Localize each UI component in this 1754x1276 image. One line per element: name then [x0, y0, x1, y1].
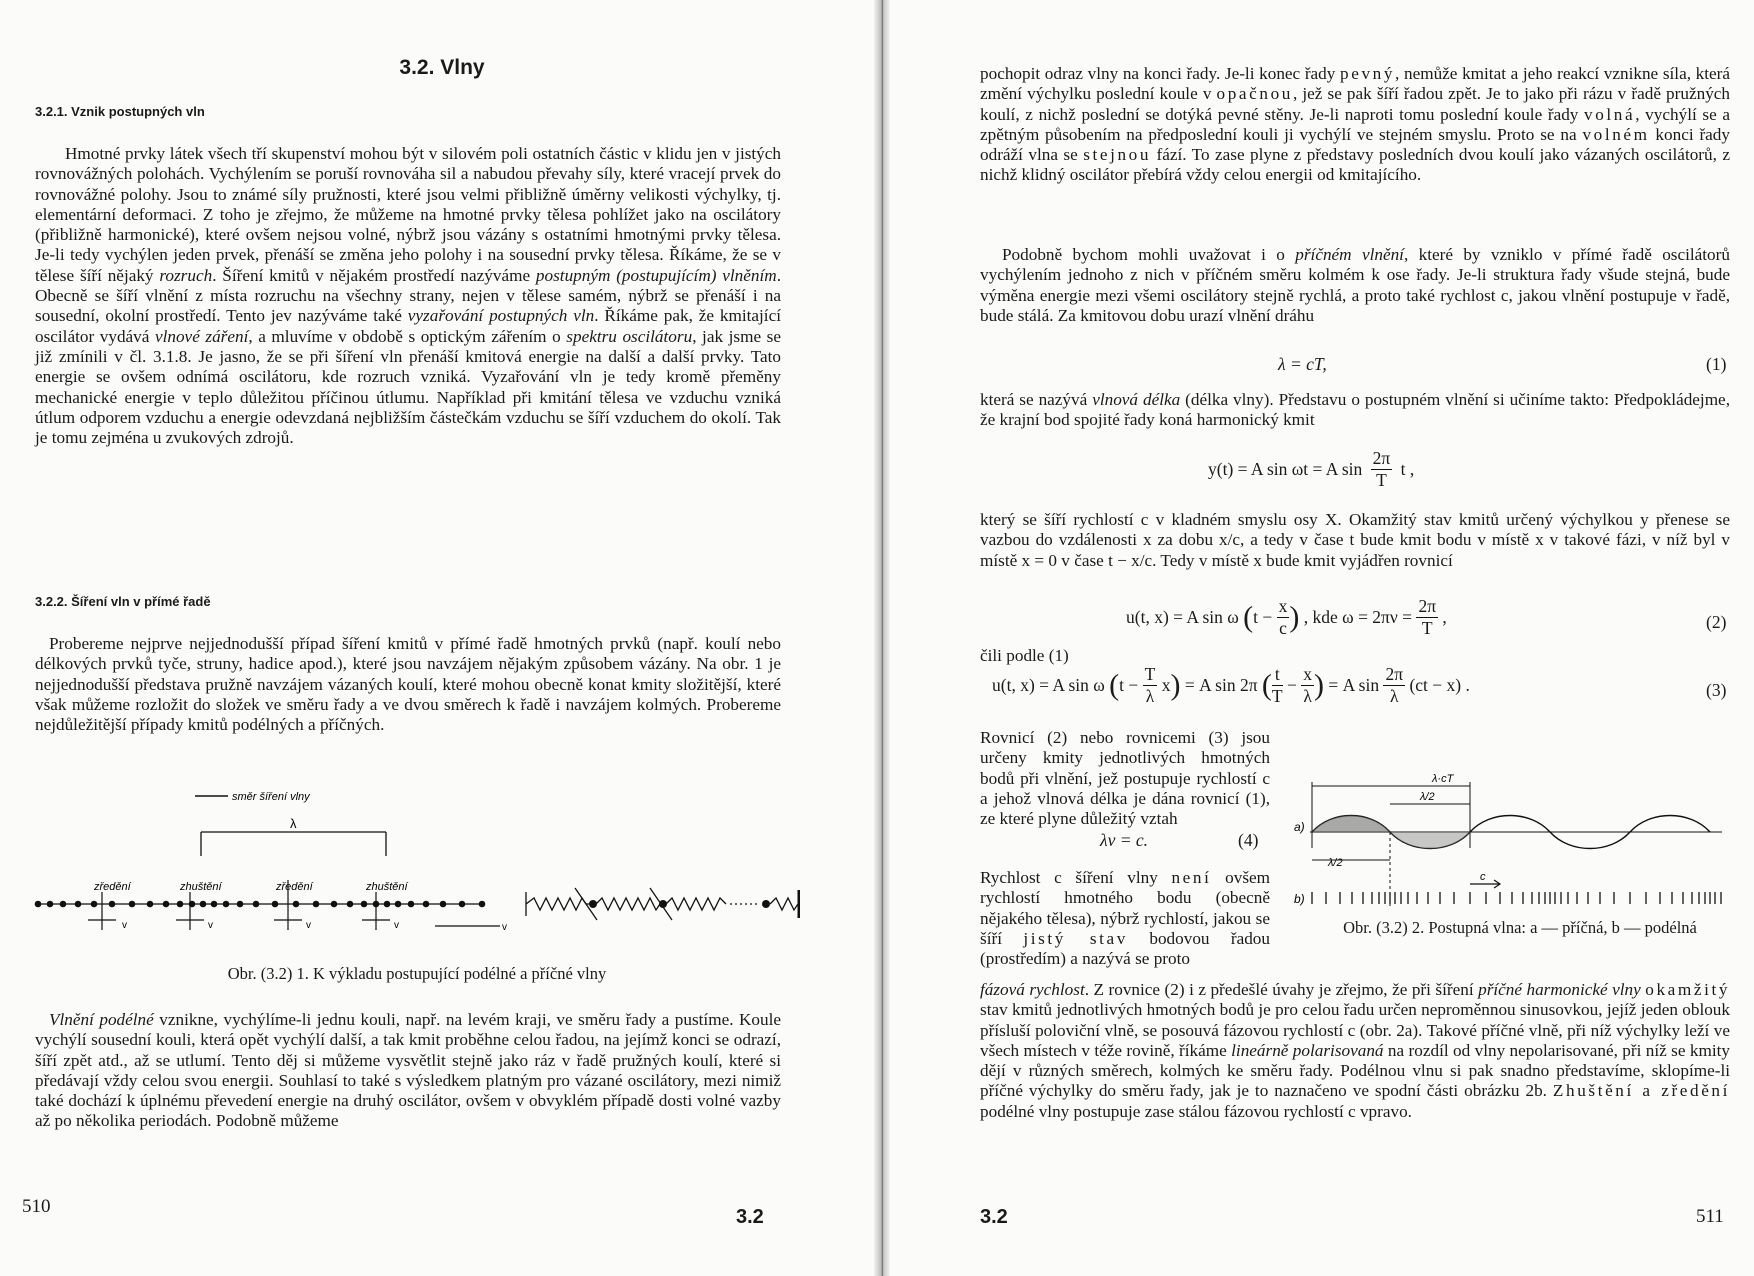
page-number-right: 511	[1696, 1206, 1724, 1227]
fig1-v-label-4: v	[394, 920, 399, 931]
equation-1-number: (1)	[1706, 354, 1727, 374]
right-page	[890, 0, 1754, 1276]
paragraph-podelne: Vlnění podélné vznikne, vychýlíme-li jednu kouli, např. na levém kraji, ve směru řady a pustíme. Koule vychýlí sousední kouli, která opět vychýlí další, a tak kmit proběhne celou řadou, na jejímž konci se odrazí, šíří zpět atd., až se utlumí. Tento děj si můžeme vysvětlit stejně jako ráz v řadě pružných koulí, které si předávají vždy celou svou energii. Souhlasí to také s výsledkem platným pro vázané oscilátory, mezi nimiž také dochází k úplnému převedení energie na druhý oscilátor, ovšem v obvyklém případě dosti volné vazby až po několika periodách. Podobně můžeme	[35, 1010, 782, 1131]
fig1-v-label-1: v	[122, 920, 127, 931]
fig2-longitudinal-ticks	[1312, 892, 1721, 904]
fig2-hatched-trough	[1390, 832, 1470, 849]
equation-3: u(t, x) = A sin ω (t − $\frac{T}{\lambda}$ x) = A sin 2π ( $\frac{t}{T}$ − $\frac{x}{\lambda}$ ) = A sin $\frac{2\pi}{\lambda}$ (ct − x) .	[992, 664, 1470, 706]
eq-y-rhs: t ,	[1400, 459, 1415, 479]
paragraph-rovnice-2-3: Rovnicí (2) nebo rovnicemi (3) jsou určeny kmity jednotlivých hmotných bodů při vlnění, jež postupuje rychlostí c a jehož vlnová délka je dána rovnicí (1), ze které plyne důležitý vztah	[980, 728, 1270, 829]
paragraph-vznik: Hmotné prvky látek všech tří skupenství mohou být v silovém poli ostatních částic v klidu jen v jistých rovnovážných polohách. Vychýlením se poruší rovnováha sil a nabudou převahy síly, které vracejí prvek do rovnovážné polohy. Jsou to známé síly pružnosti, které jsou velmi přibližně úměrny velikosti výchylky, tj. elementární deformaci. Z toho je zřejmo, že můžeme na hmotné prvky tělesa pohlížet jako na oscilátory (přibližně harmonické), které ovšem nejsou volné, nýbrž jsou vázány s ostatními hmotnými prvky tělesa. Je-li tedy vychýlen jeden prvek, přenáší se změna jeho polohy i na sousední prvky tělesa. Říkáme, že se v tělese šíří nějaký rozruch. Šíření kmitů v nějakém prostředí nazýváme postupným (postupujícím) vlněním. Obecně se šíří vlnění z místa rozruchu na všechny strany, nejen v tělese samém, nýbrž se přenáší i na sousední, okolní prostředí. Tento jev nazýváme také vyzařování postupných vln. Říkáme pak, že kmitající oscilátor vydává vlnové záření, a mluvíme v obdobě s optickým zářením o spektru oscilátoru, jak jsme se již zmínili v čl. 3.1.8. Je jasno, že se při šíření vln přenáší kmitová energie na další a další prvky. Tato energie se ovšem odnímá oscilátoru, kde rozruch vzniká. Vyzařování vln je tedy kromě přeměny mechanické energie v teplo důležitou příčinou útlumu. Například při kmitání tělesa ve vzduchu vzniká útlum odporem vzduchu a energie odevzdaná nejbližším částečkám vzduchu se šíří vzduchem do okolí. Tak je tomu zejména u zvukových zdrojů.	[35, 144, 781, 448]
fig1-label-rarefaction-1: zředění	[94, 881, 131, 893]
equation-4: λν = c.	[1100, 830, 1149, 850]
fig1-direction-label: směr šíření vlny	[232, 791, 310, 803]
equation-4-number: (4)	[1238, 830, 1259, 850]
fig2-c-label: c	[1480, 871, 1486, 883]
figure-2-wave	[1292, 766, 1732, 918]
left-page	[0, 0, 874, 1276]
equation-1: λ = cT,	[1278, 354, 1327, 374]
equation-3-number: (3)	[1706, 680, 1727, 700]
section-heading-3-2-2: 3.2.2. Šíření vln v přímé řadě	[35, 594, 211, 609]
section-heading-3-2-1: 3.2.1. Vznik postupných vln	[35, 104, 205, 119]
fig2-lambda-cT: λ·cT	[1432, 773, 1454, 785]
fig1-label-rarefaction-2: zředění	[276, 881, 313, 893]
fig1-label-compression-1: zhuštění	[180, 881, 222, 893]
fig2-label-a: a)	[1294, 820, 1305, 834]
eq-y-fraction: $\frac{2\pi}{T}$	[1372, 448, 1391, 490]
paragraph-fazova-rychlost: fázová rychlost. Z rovnice (2) i z předešlé úvahy je zřejmo, že při šíření příčné harmonické vlny okamžitý stav kmitů jednotlivých hmotných bodů je pro celou řadu určen neproměnnou sinusovkou, jejíž jeden oblouk přísluší poloviční vlně, se posouvá fázovou rychlostí c (obr. 2a). Takové příčné vlně, při níž výchylky leží ve všech místech v téže rovině, říkáme lineárně polarisovaná na rozdíl od vlny nepolarisované, při níž se kmity dějí v různých směrech, kolmých ke směru řady. Podélnou vlnu si pak snadno představíme, sklopíme-li příčné výchylky do směru řady, jak je to naznačeno ve spodní části obrázku 2b. Zhuštění a zředění podélné vlny postupuje zase stálou fázovou rychlostí c vpravo.	[980, 980, 1731, 1121]
paragraph-sireni: Probereme nejprve nejjednodušší případ šíření kmitů v přímé řadě hmotných prvků (např. koulí nebo délkových prvků tyče, struny, hadice apod.), které jsou navzájem nějakým způsobem vázány. Na obr. 1 je nejjednodušší představa pružně navzájem vázaných koulí, které mohou obecně konat kmity složitější, které však můžeme rozložit do složek ve směru řady a ve dvou směrech k řadě i navzájem kolmých. Probereme nejdůležitější případy kmitů podélných a příčných.	[35, 634, 781, 735]
fig2-half-top: λ/2	[1420, 791, 1435, 803]
page-number-left: 510	[22, 1196, 51, 1217]
figure-1-ball-chain	[30, 780, 800, 950]
text-podle-1: čili podle (1)	[980, 646, 1069, 665]
figure-1-caption: Obr. (3.2) 1. K výkladu postupující podélné a příčné vlny	[227, 964, 607, 983]
fig2-half-bottom: λ/2	[1328, 857, 1343, 869]
equation-2: u(t, x) = A sin ω (t − $\frac{x}{c}$ ) , kde ω = 2πν = $\frac{2\pi}{T}$ ,	[1126, 596, 1447, 638]
equation-y	[1208, 448, 1414, 491]
equation-2-number: (2)	[1706, 612, 1727, 632]
fig1-v-label-5: v	[502, 922, 507, 933]
fig2-hatched-crest	[1312, 816, 1390, 833]
paragraph-odraz: pochopit odraz vlny na konci řady. Je-li konec řady pevný, nemůže kmitat a jeho reakcí vznikne síla, která změní výchylku poslední koule v opačnou, jež se pak šíří řadou zpět. Je to jako při rázu v řadě pružných koulí, z nichž poslední se dotýká pevné stěny. Je-li naproti tomu poslední koule řady volná, vychýlí se a zpětným působením na předposlední kouli ji vychýlí ve stejném smyslu. Proto se na volném konci řady odráží vlna se stejnou fází. To zase plyne z představy posledních dvou koulí jako vázaných oscilátorů, z nichž klidný oscilátor přebírá vždy celou energii od kmitajícího.	[980, 64, 1731, 185]
fig1-lambda-label: λ	[290, 816, 297, 831]
fig1-label-compression-2: zhuštění	[366, 881, 408, 893]
paragraph-rychlost-c: Rychlost c šíření vlny není ovšem rychlostí hmotného bodu (obecně nějakého tělesa), nýbrž rychlostí, jakou se šíří jistý stav bodovou řadou (prostředím) a nazývá se proto	[980, 868, 1271, 969]
chapter-title: 3.2. Vlny	[399, 56, 485, 79]
fig1-v-label-2: v	[208, 920, 213, 931]
section-mark-left: 3.2	[736, 1206, 764, 1228]
fig2-label-b: b)	[1294, 892, 1305, 906]
book-gutter	[874, 0, 890, 1276]
fig1-v-label-3: v	[306, 920, 311, 931]
paragraph-vlnova-delka: která se nazývá vlnová délka (délka vlny). Představu o postupném vlnění si učiníme takto: Předpokládejme, že krajní bod spojité řady koná harmonický kmit	[980, 390, 1730, 430]
paragraph-pricne: Podobně bychom mohli uvažovat i o příčném vlnění, které by vzniklo v přímé řadě oscilátorů vychýlením jednoho z nich v příčném směru kolmém k ose řady. Je-li struktura řady všude stejná, bude výměna energie mezi všemi oscilátory stejně rychlá, a proto také rychlost c, jakou vlnění postupuje v řadě, bude stálá. Za kmitovou dobu urazí vlnění dráhu	[980, 245, 1730, 325]
paragraph-okamzity-stav: který se šíří rychlostí c v kladném smyslu osy X. Okamžitý stav kmitů určený výchylkou y přenese se vazbou do vzdálenosti x za dobu x/c, a tedy v čase t bude kmit bodu v místě x v takové fázi, v níž byl v místě x = 0 v čase t − x/c. Tedy v místě x bude kmit vyjádřen rovnicí	[980, 510, 1730, 570]
section-mark-right: 3.2	[980, 1206, 1008, 1228]
figure-2-caption: Obr. (3.2) 2. Postupná vlna: a — příčná, b — podélná	[1343, 918, 1697, 937]
eq-y-lhs: y(t) = A sin ωt = A sin	[1208, 459, 1363, 479]
